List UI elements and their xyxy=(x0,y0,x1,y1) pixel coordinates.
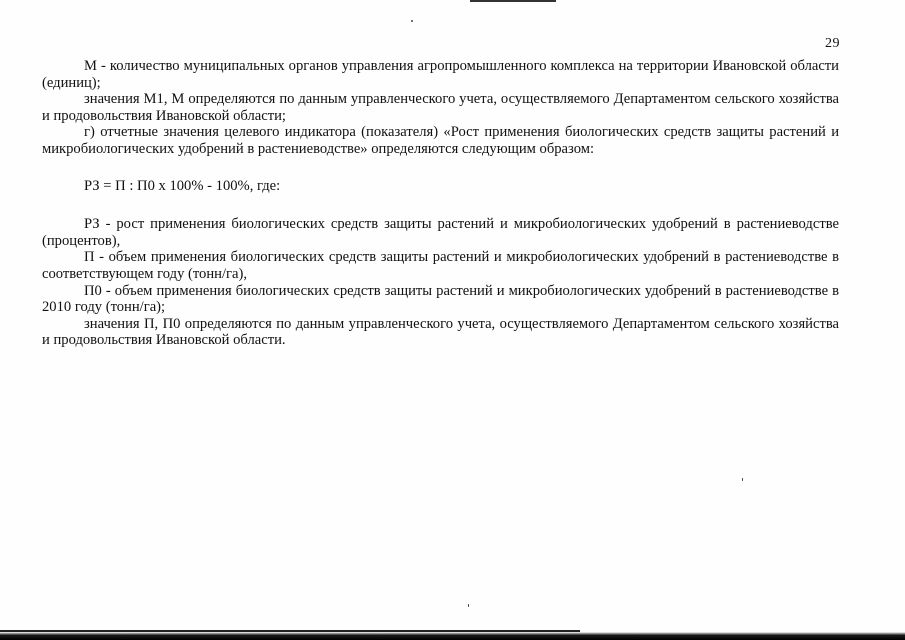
definition-rz: РЗ - рост применения биологических средств защиты растений и микробиологических удобрений в растениеводстве (процентов), xyxy=(42,216,839,249)
page-number: 29 xyxy=(825,36,840,51)
paragraph-indicator-intro: г) отчетные значения целевого индикатора (показателя) «Рост применения биологических средств защиты растений и микробиологических удобрений в растениеводстве» определяются следующим образом: xyxy=(42,124,839,157)
scan-speck xyxy=(742,478,743,481)
scan-top-rule xyxy=(470,0,556,2)
paragraph-m-source: значения М1, М определяются по данным управленческого учета, осуществляемого Департаментом сельского хозяйства и продовольствия Ивановской области; xyxy=(42,91,839,124)
definition-p0: П0 - объем применения биологических средств защиты растений и микробиологических удобрений в растениеводстве в 2010 году (тонн/га); xyxy=(42,282,839,316)
document-body xyxy=(42,58,839,349)
definition-p: П - объем применения биологических средств защиты растений и микробиологических удобрений в растениеводстве в соответствующем году (тонн/га), xyxy=(42,249,839,282)
formula: РЗ = П : П0 х 100% - 100%, где: xyxy=(84,177,281,194)
scan-speck xyxy=(411,20,413,22)
definition-source: значения П, П0 определяются по данным управленческого учета, осуществляемого Департаментом сельского хозяйства и продовольствия Ивановской области. xyxy=(42,315,839,349)
scan-speck xyxy=(468,604,469,607)
paragraph-m-definition: М - количество муниципальных органов управления агропромышленного комплекса на территории Ивановской области (единиц); xyxy=(42,58,839,91)
scan-bottom-edge xyxy=(0,632,905,640)
